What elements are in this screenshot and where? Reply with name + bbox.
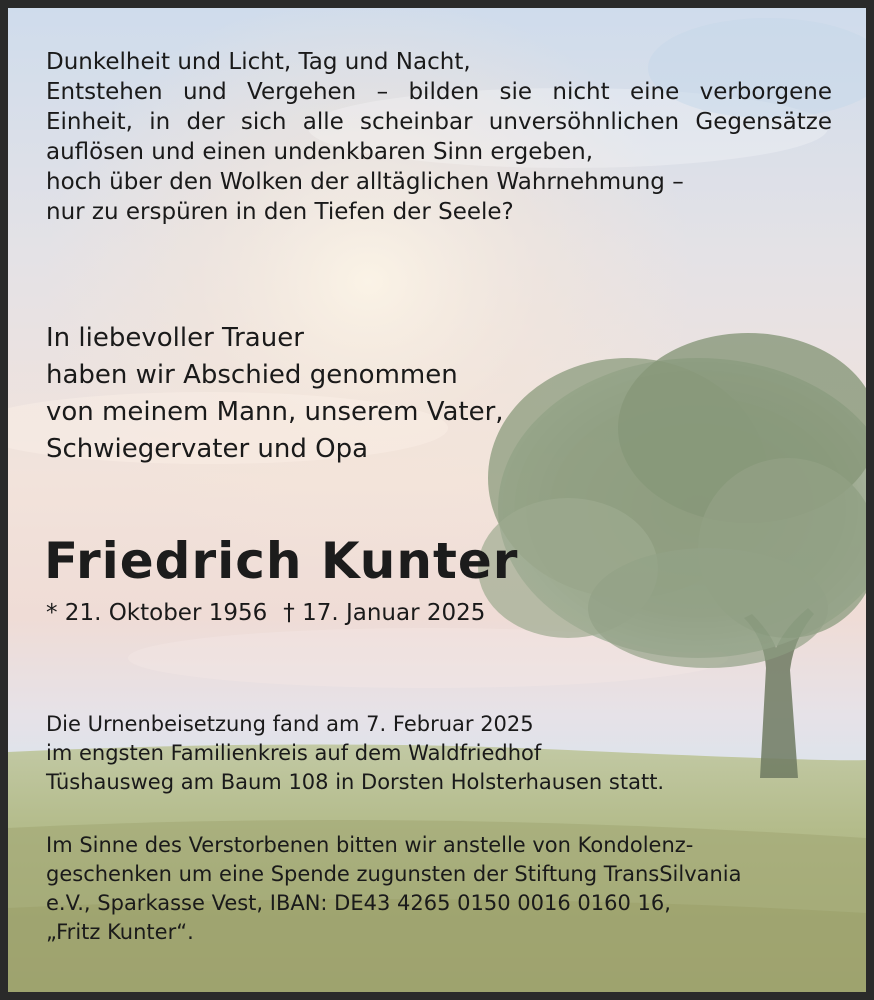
donation-line: Im Sinne des Verstorbenen bitten wir anstelle von Kondolenz- (46, 833, 694, 857)
birth-date: * 21. Oktober 1956 (46, 600, 268, 626)
intro-line: Schwiegervater und Opa (46, 434, 369, 464)
poem-line: Einheit, in der sich alle scheinbar unversöhnlichen Gegensätze (46, 109, 832, 135)
deceased-name: Friedrich Kunter (44, 532, 519, 590)
mourning-intro (46, 320, 504, 468)
burial-line: Die Urnenbeisetzung fand am 7. Februar 2025 (46, 712, 534, 736)
donation-line: geschenken um eine Spende zugunsten der Stiftung TransSilvania (46, 862, 742, 886)
intro-line: In liebevoller Trauer (46, 323, 304, 353)
burial-line: im engsten Familienkreis auf dem Waldfriedhof (46, 741, 542, 765)
poem (46, 47, 832, 227)
donation-notice (46, 831, 742, 947)
donation-line: e.V., Sparkasse Vest, IBAN: DE43 4265 0150 0016 0160 16, (46, 891, 671, 915)
life-dates (46, 598, 485, 628)
intro-line: von meinem Mann, unserem Vater, (46, 397, 504, 427)
poem-line: nur zu erspüren in den Tiefen der Seele? (46, 199, 514, 225)
poem-line: Dunkelheit und Licht, Tag und Nacht, (46, 49, 471, 75)
death-date: † 17. Januar 2025 (283, 600, 486, 626)
poem-line: auflösen und einen undenkbaren Sinn ergeben, (46, 139, 594, 165)
burial-notice (46, 710, 664, 797)
poem-line: Entstehen und Vergehen – bilden sie nicht eine verborgene (46, 79, 832, 105)
intro-line: haben wir Abschied genommen (46, 360, 458, 390)
poem-line: hoch über den Wolken der alltäglichen Wahrnehmung – (46, 169, 684, 195)
burial-line: Tüshausweg am Baum 108 in Dorsten Holsterhausen statt. (46, 770, 665, 794)
obituary-text (8, 8, 866, 992)
donation-line: „Fritz Kunter“. (46, 920, 194, 944)
